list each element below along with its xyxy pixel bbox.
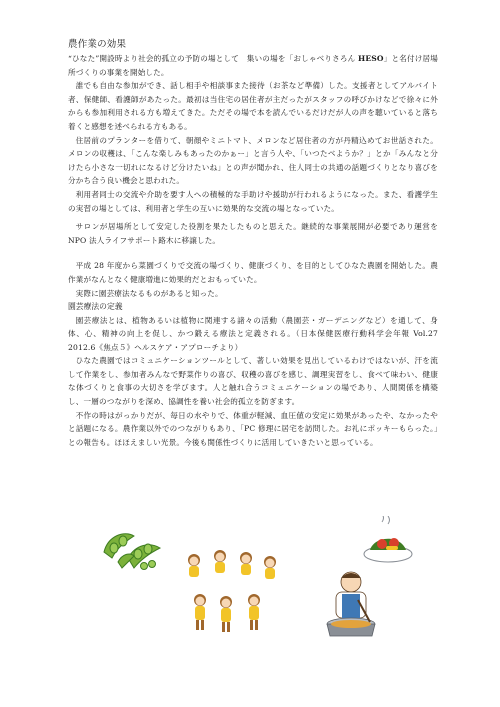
paragraph-communication: ひなた農園ではコミュニケーションツールとして、著しい効果を見出しているわけではないが、汗を流して作業をし、参加者みんなで野菜作りの喜び、収穫の喜びを感じ、調理実習をし、食べて味わい、健康な体づくりと食事の大切さを学びます。人と触れ合うコミュニケーションの場であり、人間関係を構築し、一層のつながりを深め、協調性を養い社会的孤立を防ぎます。 [68,356,438,407]
paragraph-horticultural-therapy: 実際に園芸療法なるものがあると知った。 [75,288,223,298]
edamame-illustration [98,522,164,572]
paragraph-definition: 園芸療法とは、植物あるいは植物に関連する諸々の活動（農園芸・ガーデニングなど）を通して、身体、心、精神の向上を促し、かつ鍛える療法と定義される。（日本保健医療行動科学会年報 Vol.27 2012.6《焦点５》ヘルスケア・アプローチより） [68,315,438,352]
paragraph-planter: 住居前のプランターを借りて、朝顔やミニトマト、メロンなど居住者の方が丹精込めてお世話された。メロンの収穫は、「こんな楽しみもあったのかぁー」と言う人や、「いつたべようか？」とか「みんなと分けたら小さな一切れになるけど分けたいね」との声が聞かれ、住人同士の共通の話題づくりとなり喜びを分かち合う良い機会と思われた。 [68,135,438,186]
people-group-illustration [180,548,284,640]
document-page [68,38,438,449]
page-title: 農作業の効果 [68,39,127,50]
paragraph-garden-start: 平成 28 年度から菜園づくりで交流の場づくり、健康づくり、を目的としてひなた農園を開始した。農作業がなんとなく健康増進に効果的だとおもっていた。 [68,261,438,284]
paragraph-exchange: 利用者同士の交流や介助を要す人への積極的な手助けや援助が行われるようになった。また、看護学生の実習の場としては、利用者と学生の互いに効果的な交流の場となっていた。 [68,189,438,213]
subheading-definition: 園芸療法の定義 [68,302,123,312]
vegetable-plate-illustration [360,516,416,568]
paragraph-results: 不作の時はがっかりだが、毎日の水やりで、体重が軽減、血圧値の安定に効果があったや、なかったやと話題になる。農作業以外でのつながりもあり、「PC 修理に居宅を訪問した。お礼にポッキーもらった。」との報告も。ほほえましい光景。今後も関係性づくりに活用していきたいと思っている。 [68,410,438,447]
paragraph-intro: “ひなた”開設時より社会的孤立の予防の場として 集いの場を「おしゃべりさろん HESO」と名付け居場所づくりの事業を開始した。 [68,54,438,77]
chef-cooking-illustration [318,570,384,642]
paragraph-participation: 誰でも自由な参加ができ、話し相手や相談事また接待（お茶など準備）した。支援者としてアルバイト者、保健師、看護師があたった。最初は当住宅の居住者が主だったがスタッフの呼びかけなどで徐々に外からも参加利用される方も増えてきた。ただその場で本を読んでいるだけだが人の声を聴いていると落ち着くと感想を述べられる方もある。 [68,81,438,131]
paragraph-salon: サロンが居場所として安定した役割を果たしたものと思えた。継続的な事業展開が必要であり運営を NPO 法人ライフサポート路木に移譲した。 [68,222,438,245]
